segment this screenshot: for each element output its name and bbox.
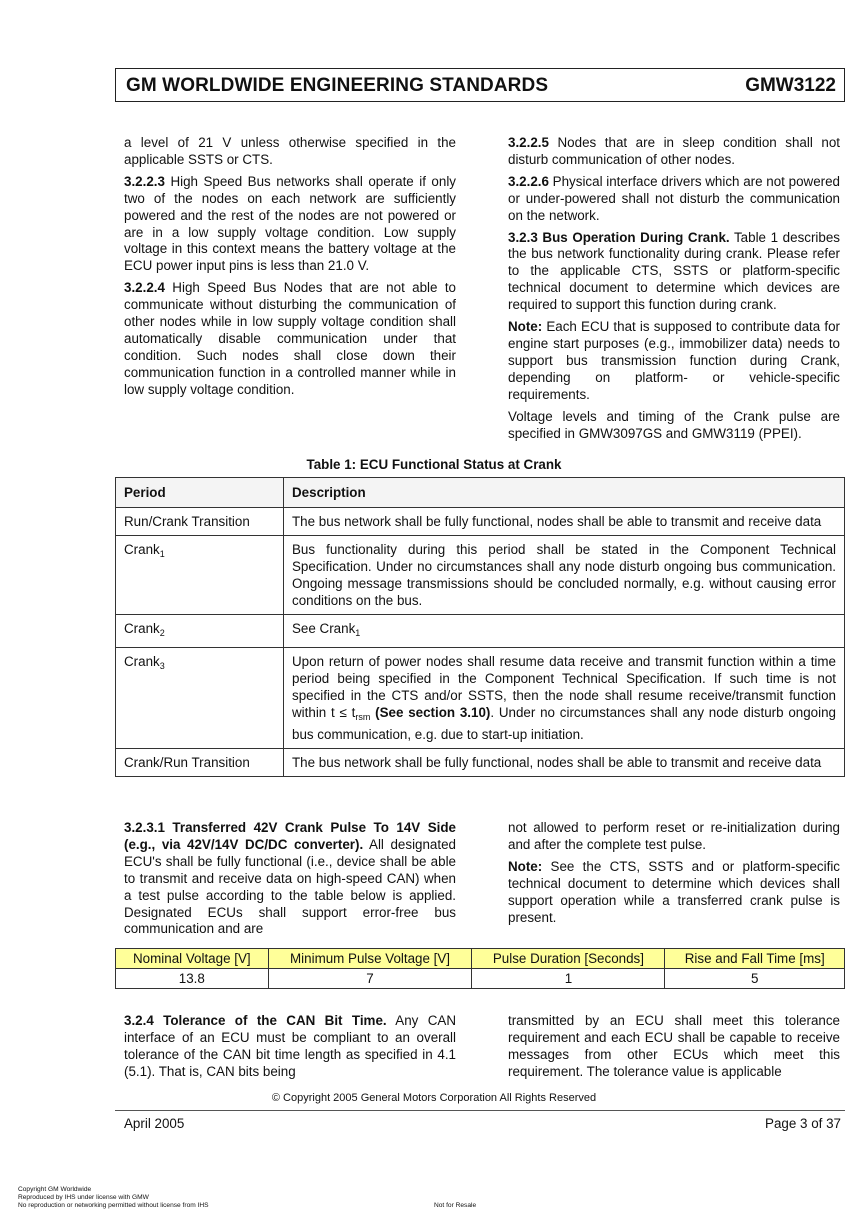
table-row — [116, 536, 845, 615]
description-cell: The bus network shall be fully functional, nodes shall be able to transmit and receive data — [284, 508, 845, 536]
footer-page-number: Page 3 of 37 — [765, 1116, 841, 1131]
resale-notice: Not for Resale — [434, 1202, 477, 1209]
table-row — [116, 648, 845, 749]
paragraph: transmitted by an ECU shall meet this tolerance requirement and each ECU shall be capable to receive messages from other ECUs which meet this requirement. The tolerance value is applicable — [508, 1013, 840, 1079]
period-cell: Crank$_3$ — [116, 648, 284, 749]
description-cell: Bus functionality during this period shall be stated in the Component Technical Specification. Under no circumstances shall any node disturb ongoing bus communication. Ongoing message transmissions should be concluded normally, e.g. without causing error conditions on the bus. — [284, 536, 845, 615]
paragraph-3-2-3-1: 3.2.3.1 Transferred 42V Crank Pulse To 14V Side (e.g., via 42V/14V DC/DC converter). All designated ECU's shall be fully functional (i.e., device shall be able to transmit and receive data on high-speed CAN) when a test pulse according to the table below is applied. Designated ECUs shall support error-free bus communication and are — [124, 820, 456, 937]
copyright-notice: © Copyright 2005 General Motors Corporation All Rights Reserved — [271, 1092, 597, 1104]
left-column-top — [124, 135, 456, 404]
note-label: Note: — [508, 319, 543, 335]
section-3-2-4-left — [124, 1013, 456, 1086]
footer-date: April 2005 — [124, 1116, 185, 1131]
table-header-row — [116, 949, 845, 969]
period-cell: Crank$_2$ — [116, 615, 284, 648]
period-cell: Crank$_1$ — [116, 536, 284, 615]
license-line: Reproduced by IHS under license with GMW — [18, 1194, 149, 1201]
standard-code: GMW3122 — [745, 75, 836, 96]
document-header — [115, 68, 845, 102]
value-cell: 7 — [268, 969, 472, 989]
table-row — [116, 749, 845, 777]
paragraph-3-2-3: 3.2.3 Bus Operation During Crank. Table 1 describes the bus network functionality during crank. Please refer to the applicable CTS, SSTS or platform-specific technical document to determine which devices are required to support this function during crank. — [508, 229, 840, 313]
section-heading: 3.2.4 Tolerance of the CAN Bit Time. — [124, 1013, 387, 1028]
section-heading: 3.2.3.1 Transferred 42V Crank Pulse To 14V Side (e.g., via 42V/14V DC/DC converter). — [124, 820, 456, 852]
ecu-status-table — [115, 477, 845, 777]
paragraph-3-2-2-5: 3.2.2.5 Nodes that are in sleep condition shall not disturb communication of other nodes. — [508, 135, 840, 167]
description-cell: See Crank$_1$ — [284, 615, 845, 648]
column-header-period: Period — [116, 478, 284, 508]
column-header: Pulse Duration [Seconds] — [472, 949, 665, 969]
standards-title: GM WORLDWIDE ENGINEERING STANDARDS — [126, 75, 549, 96]
value-cell: 5 — [665, 969, 845, 989]
table-caption: Table 1: ECU Functional Status at Crank — [306, 457, 562, 472]
value-cell: 13.8 — [116, 969, 269, 989]
section-number: 3.2.2.6 — [508, 173, 549, 189]
column-header-description: Description — [284, 478, 845, 508]
section-3-2-4-right — [508, 1013, 840, 1086]
paragraph-3-2-2-4: 3.2.2.4 High Speed Bus Nodes that are not able to communicate without disturbing the communication of other nodes while in low supply voltage condition shall automatically disable communication under that condition. Such nodes shall close down their communication function in a controlled manner while in low supply voltage condition. — [124, 280, 456, 397]
period-cell: Crank/Run Transition — [116, 749, 284, 777]
table-row — [116, 615, 845, 648]
paragraph: not allowed to perform reset or re-initialization during and after the complete test pulse. — [508, 820, 840, 852]
value-cell: 1 — [472, 969, 665, 989]
paragraph-3-2-2-6: 3.2.2.6 Physical interface drivers which are not powered or under-powered shall not disturb the communication on the network. — [508, 173, 840, 223]
footer-divider — [115, 1110, 845, 1111]
table-row — [116, 508, 845, 536]
paragraph: Voltage levels and timing of the Crank pulse are specified in GMW3097GS and GMW3119 (PPEI). — [508, 408, 840, 441]
section-number: 3.2.2.3 — [124, 173, 165, 189]
column-header: Nominal Voltage [V] — [116, 949, 269, 969]
note-paragraph: Note: See the CTS, SSTS and or platform-specific technical document to determine which devices shall support operation while a transferred crank pulse is present. — [508, 858, 840, 925]
column-header: Rise and Fall Time [ms] — [665, 949, 845, 969]
table-row — [116, 969, 845, 989]
section-3-2-3-1-right — [508, 820, 840, 931]
description-cell: Upon return of power nodes shall resume data receive and transmit function within a time period being specified in the Component Technical Specification. If such time is not specified in the CTS and/or SSTS, then the node shall resume receive/transmit function within $t \le t_{rsm}$ (See section 3.10). Under no circumstances shall any node disturb ongoing bus communication, e.g. due to start-up initiation. — [284, 648, 845, 749]
section-3-2-3-1-left — [124, 820, 456, 943]
paragraph: a level of 21 V unless otherwise specified in the applicable SSTS or CTS. — [124, 135, 456, 167]
license-notice — [18, 1186, 209, 1210]
description-cell: The bus network shall be fully functional, nodes shall be able to transmit and receive data — [284, 749, 845, 777]
license-line: No reproduction or networking permitted without license from IHS — [18, 1202, 209, 1209]
license-line: Copyright GM Worldwide — [18, 1186, 92, 1193]
paragraph-3-2-4: 3.2.4 Tolerance of the CAN Bit Time. Any CAN interface of an ECU must be compliant to an overall tolerance of the CAN bit time length as specified in 4.1 (5.1). That is, CAN bits being — [124, 1013, 456, 1079]
section-heading: 3.2.3 Bus Operation During Crank. — [508, 229, 730, 245]
table-header-row — [116, 478, 845, 508]
period-cell: Run/Crank Transition — [116, 508, 284, 536]
column-header: Minimum Pulse Voltage [V] — [268, 949, 472, 969]
crank-pulse-table — [115, 948, 845, 989]
note-paragraph: Note: Each ECU that is supposed to contribute data for engine start purposes (e.g., immobilizer data) needs to support bus transmission function during Crank, depending on platform- or vehicle-specific requirements. — [508, 319, 840, 402]
right-column-top — [508, 135, 840, 447]
paragraph-3-2-2-3: 3.2.2.3 High Speed Bus networks shall operate if only two of the nodes on each network are sufficiently powered and the rest of the nodes are not powered or are in a low supply voltage condition. Low supply voltage in this context means the battery voltage at the ECU power input pins is less than 21.0 V. — [124, 173, 456, 274]
section-number: 3.2.2.5 — [508, 135, 549, 150]
note-label: Note: — [508, 858, 543, 874]
section-number: 3.2.2.4 — [124, 280, 165, 296]
